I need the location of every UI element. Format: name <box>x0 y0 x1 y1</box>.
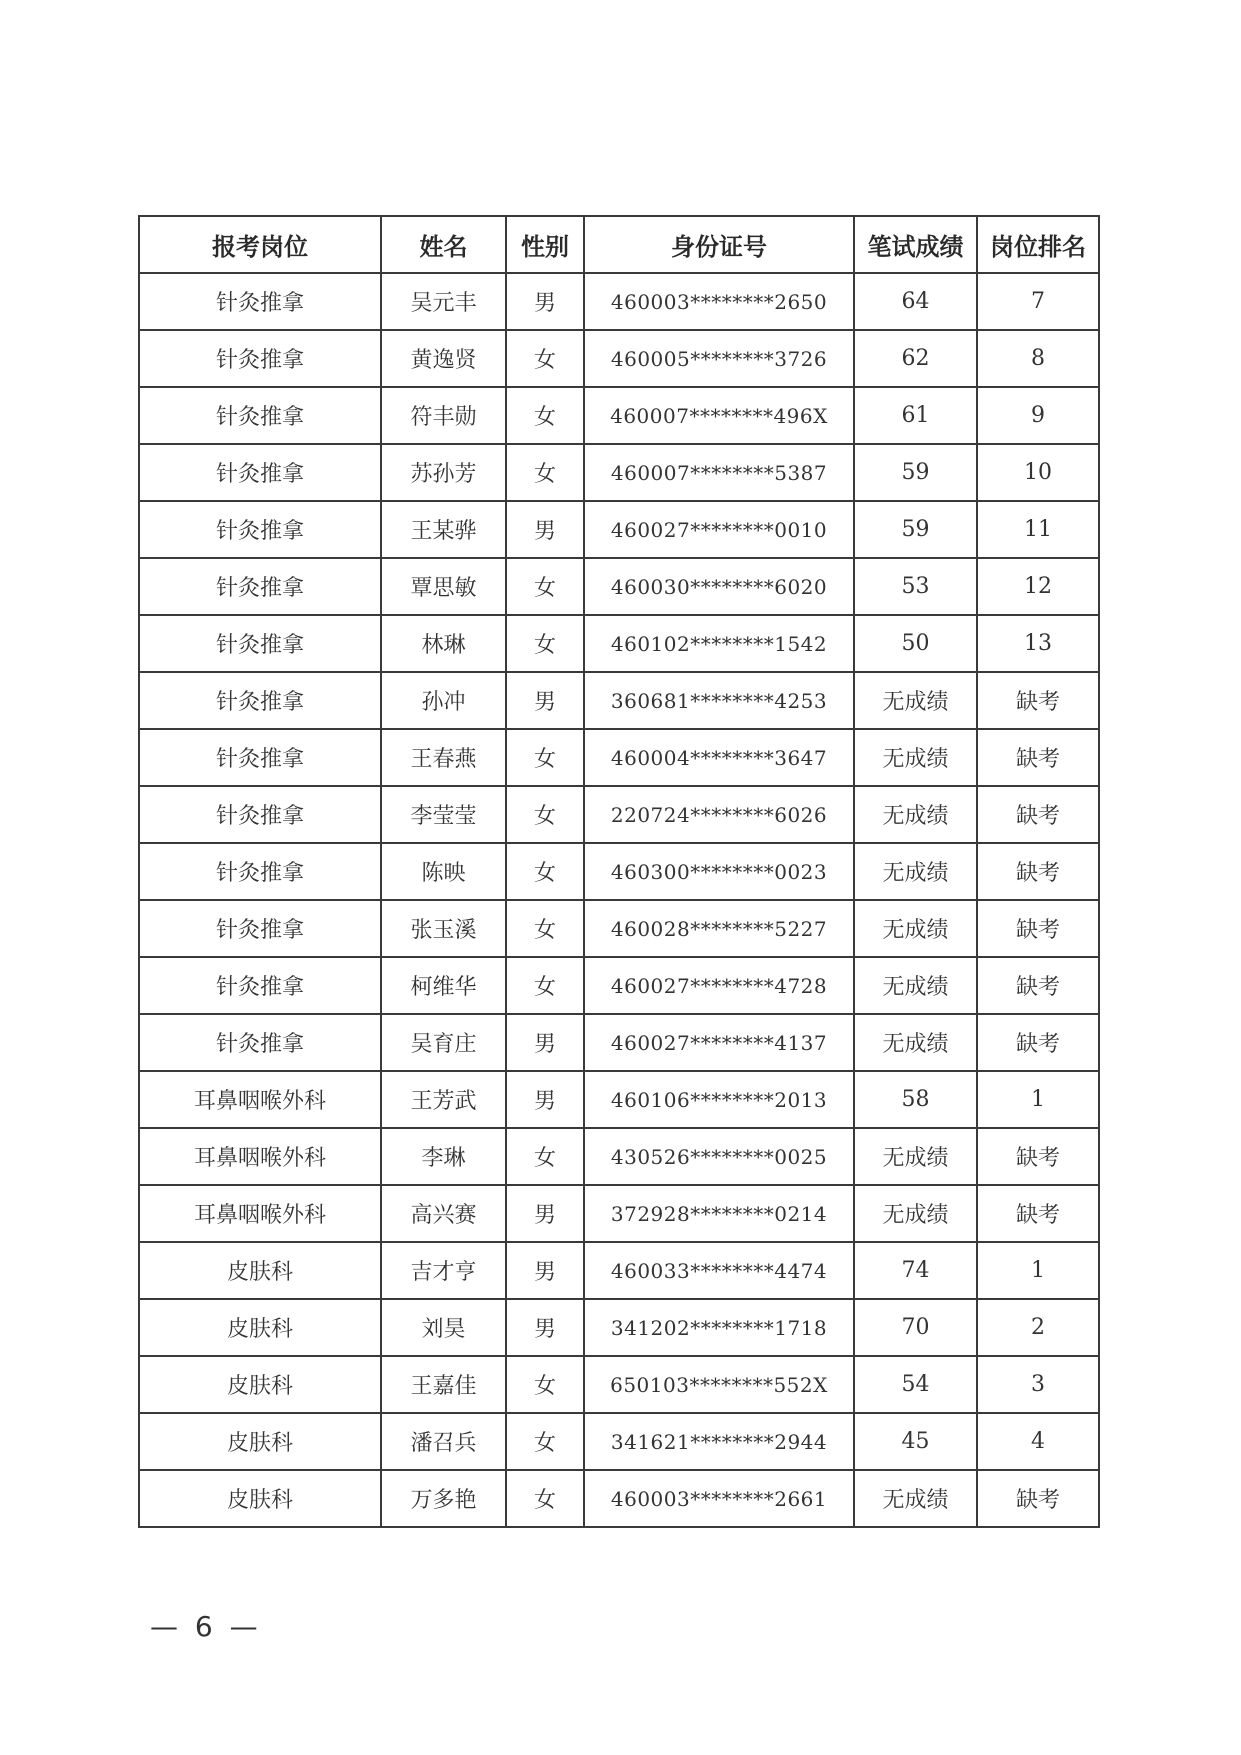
cell-written-score: 无成绩 <box>854 1185 977 1242</box>
cell-name: 潘召兵 <box>381 1413 506 1470</box>
header-name: 姓名 <box>381 216 506 273</box>
cell-gender: 女 <box>506 900 584 957</box>
cell-gender: 女 <box>506 330 584 387</box>
cell-name: 孙冲 <box>381 672 506 729</box>
cell-id-number: 460003********2661 <box>584 1470 854 1527</box>
table-row <box>139 1299 1099 1356</box>
cell-position-rank: 7 <box>977 273 1099 330</box>
cell-position: 针灸推拿 <box>139 273 381 330</box>
cell-position-rank: 缺考 <box>977 1128 1099 1185</box>
cell-gender: 男 <box>506 1242 584 1299</box>
cell-id-number: 650103********552X <box>584 1356 854 1413</box>
cell-id-number: 460004********3647 <box>584 729 854 786</box>
header-id-number: 身份证号 <box>584 216 854 273</box>
cell-position: 皮肤科 <box>139 1413 381 1470</box>
cell-id-number: 430526********0025 <box>584 1128 854 1185</box>
cell-written-score: 无成绩 <box>854 786 977 843</box>
cell-position-rank: 缺考 <box>977 1185 1099 1242</box>
table-row <box>139 330 1099 387</box>
cell-position: 针灸推拿 <box>139 729 381 786</box>
cell-id-number: 460007********5387 <box>584 444 854 501</box>
cell-gender: 女 <box>506 729 584 786</box>
cell-name: 万多艳 <box>381 1470 506 1527</box>
cell-written-score: 59 <box>854 501 977 558</box>
cell-position-rank: 缺考 <box>977 786 1099 843</box>
cell-position: 皮肤科 <box>139 1356 381 1413</box>
cell-written-score: 45 <box>854 1413 977 1470</box>
cell-written-score: 59 <box>854 444 977 501</box>
table-row <box>139 900 1099 957</box>
page-number: — 6 — <box>150 1610 262 1643</box>
cell-gender: 女 <box>506 1356 584 1413</box>
cell-position: 针灸推拿 <box>139 501 381 558</box>
cell-id-number: 460007********496X <box>584 387 854 444</box>
cell-name: 陈映 <box>381 843 506 900</box>
cell-position-rank: 缺考 <box>977 1014 1099 1071</box>
cell-name: 李琳 <box>381 1128 506 1185</box>
header-written-score: 笔试成绩 <box>854 216 977 273</box>
table-row <box>139 672 1099 729</box>
header-position-rank: 岗位排名 <box>977 216 1099 273</box>
cell-id-number: 460005********3726 <box>584 330 854 387</box>
cell-name: 张玉溪 <box>381 900 506 957</box>
cell-id-number: 341621********2944 <box>584 1413 854 1470</box>
header-gender: 性别 <box>506 216 584 273</box>
cell-name: 刘昊 <box>381 1299 506 1356</box>
cell-id-number: 460027********4728 <box>584 957 854 1014</box>
cell-position-rank: 9 <box>977 387 1099 444</box>
cell-written-score: 54 <box>854 1356 977 1413</box>
cell-written-score: 58 <box>854 1071 977 1128</box>
cell-position: 针灸推拿 <box>139 900 381 957</box>
cell-position-rank: 2 <box>977 1299 1099 1356</box>
cell-written-score: 无成绩 <box>854 843 977 900</box>
cell-id-number: 460027********4137 <box>584 1014 854 1071</box>
cell-position: 针灸推拿 <box>139 444 381 501</box>
cell-position-rank: 缺考 <box>977 729 1099 786</box>
table-row <box>139 1356 1099 1413</box>
table-body <box>139 273 1099 1527</box>
cell-gender: 女 <box>506 558 584 615</box>
table-row <box>139 615 1099 672</box>
cell-gender: 男 <box>506 1014 584 1071</box>
cell-position-rank: 缺考 <box>977 1470 1099 1527</box>
cell-position: 针灸推拿 <box>139 387 381 444</box>
cell-position-rank: 8 <box>977 330 1099 387</box>
table-row <box>139 843 1099 900</box>
cell-position: 皮肤科 <box>139 1299 381 1356</box>
cell-position-rank: 11 <box>977 501 1099 558</box>
cell-position: 皮肤科 <box>139 1242 381 1299</box>
table-row <box>139 501 1099 558</box>
header-position: 报考岗位 <box>139 216 381 273</box>
table-row <box>139 1014 1099 1071</box>
cell-name: 符丰勋 <box>381 387 506 444</box>
cell-gender: 女 <box>506 1128 584 1185</box>
cell-written-score: 62 <box>854 330 977 387</box>
cell-name: 吴元丰 <box>381 273 506 330</box>
table-row <box>139 957 1099 1014</box>
cell-id-number: 360681********4253 <box>584 672 854 729</box>
cell-gender: 女 <box>506 1413 584 1470</box>
cell-written-score: 无成绩 <box>854 1014 977 1071</box>
cell-written-score: 无成绩 <box>854 900 977 957</box>
cell-written-score: 61 <box>854 387 977 444</box>
table-row <box>139 273 1099 330</box>
table-row <box>139 1071 1099 1128</box>
cell-written-score: 64 <box>854 273 977 330</box>
cell-name: 柯维华 <box>381 957 506 1014</box>
cell-gender: 男 <box>506 1299 584 1356</box>
cell-name: 林琳 <box>381 615 506 672</box>
table-row <box>139 729 1099 786</box>
cell-id-number: 460027********0010 <box>584 501 854 558</box>
table-row <box>139 558 1099 615</box>
cell-position: 针灸推拿 <box>139 786 381 843</box>
cell-position-rank: 4 <box>977 1413 1099 1470</box>
cell-position: 针灸推拿 <box>139 330 381 387</box>
cell-gender: 男 <box>506 273 584 330</box>
cell-position: 针灸推拿 <box>139 957 381 1014</box>
cell-written-score: 无成绩 <box>854 957 977 1014</box>
table-row <box>139 387 1099 444</box>
cell-name: 黄逸贤 <box>381 330 506 387</box>
cell-id-number: 460003********2650 <box>584 273 854 330</box>
cell-gender: 女 <box>506 444 584 501</box>
cell-position-rank: 10 <box>977 444 1099 501</box>
cell-position: 针灸推拿 <box>139 1014 381 1071</box>
table-row <box>139 444 1099 501</box>
cell-position-rank: 1 <box>977 1242 1099 1299</box>
cell-name: 高兴赛 <box>381 1185 506 1242</box>
cell-position-rank: 缺考 <box>977 843 1099 900</box>
cell-id-number: 460030********6020 <box>584 558 854 615</box>
cell-gender: 女 <box>506 615 584 672</box>
cell-name: 王某骅 <box>381 501 506 558</box>
cell-position-rank: 缺考 <box>977 672 1099 729</box>
cell-gender: 男 <box>506 1185 584 1242</box>
cell-name: 王嘉佳 <box>381 1356 506 1413</box>
cell-gender: 男 <box>506 1071 584 1128</box>
cell-written-score: 50 <box>854 615 977 672</box>
table-header-row <box>139 216 1099 273</box>
results-table <box>138 215 1100 1528</box>
cell-written-score: 70 <box>854 1299 977 1356</box>
cell-written-score: 74 <box>854 1242 977 1299</box>
cell-name: 苏孙芳 <box>381 444 506 501</box>
cell-written-score: 无成绩 <box>854 1470 977 1527</box>
cell-position: 皮肤科 <box>139 1470 381 1527</box>
cell-id-number: 460300********0023 <box>584 843 854 900</box>
cell-id-number: 460028********5227 <box>584 900 854 957</box>
cell-name: 吉才亨 <box>381 1242 506 1299</box>
table-row <box>139 1413 1099 1470</box>
cell-gender: 男 <box>506 501 584 558</box>
cell-written-score: 53 <box>854 558 977 615</box>
cell-id-number: 220724********6026 <box>584 786 854 843</box>
cell-position-rank: 缺考 <box>977 900 1099 957</box>
cell-gender: 女 <box>506 1470 584 1527</box>
cell-position: 针灸推拿 <box>139 843 381 900</box>
table-row <box>139 1128 1099 1185</box>
cell-written-score: 无成绩 <box>854 1128 977 1185</box>
table-row <box>139 786 1099 843</box>
cell-id-number: 341202********1718 <box>584 1299 854 1356</box>
cell-position: 耳鼻咽喉外科 <box>139 1071 381 1128</box>
cell-gender: 男 <box>506 672 584 729</box>
cell-position: 耳鼻咽喉外科 <box>139 1185 381 1242</box>
cell-position-rank: 缺考 <box>977 957 1099 1014</box>
cell-name: 李莹莹 <box>381 786 506 843</box>
cell-position-rank: 3 <box>977 1356 1099 1413</box>
cell-gender: 女 <box>506 957 584 1014</box>
cell-id-number: 460033********4474 <box>584 1242 854 1299</box>
cell-name: 吴育庄 <box>381 1014 506 1071</box>
cell-name: 王春燕 <box>381 729 506 786</box>
cell-gender: 女 <box>506 843 584 900</box>
cell-written-score: 无成绩 <box>854 729 977 786</box>
cell-position: 针灸推拿 <box>139 672 381 729</box>
table-row <box>139 1242 1099 1299</box>
cell-position: 耳鼻咽喉外科 <box>139 1128 381 1185</box>
table-row <box>139 1185 1099 1242</box>
cell-id-number: 372928********0214 <box>584 1185 854 1242</box>
table-row <box>139 1470 1099 1527</box>
cell-name: 覃思敏 <box>381 558 506 615</box>
cell-position-rank: 12 <box>977 558 1099 615</box>
cell-written-score: 无成绩 <box>854 672 977 729</box>
cell-name: 王芳武 <box>381 1071 506 1128</box>
cell-gender: 女 <box>506 786 584 843</box>
cell-id-number: 460106********2013 <box>584 1071 854 1128</box>
cell-position: 针灸推拿 <box>139 615 381 672</box>
cell-position-rank: 13 <box>977 615 1099 672</box>
cell-id-number: 460102********1542 <box>584 615 854 672</box>
cell-position-rank: 1 <box>977 1071 1099 1128</box>
cell-position: 针灸推拿 <box>139 558 381 615</box>
cell-gender: 女 <box>506 387 584 444</box>
